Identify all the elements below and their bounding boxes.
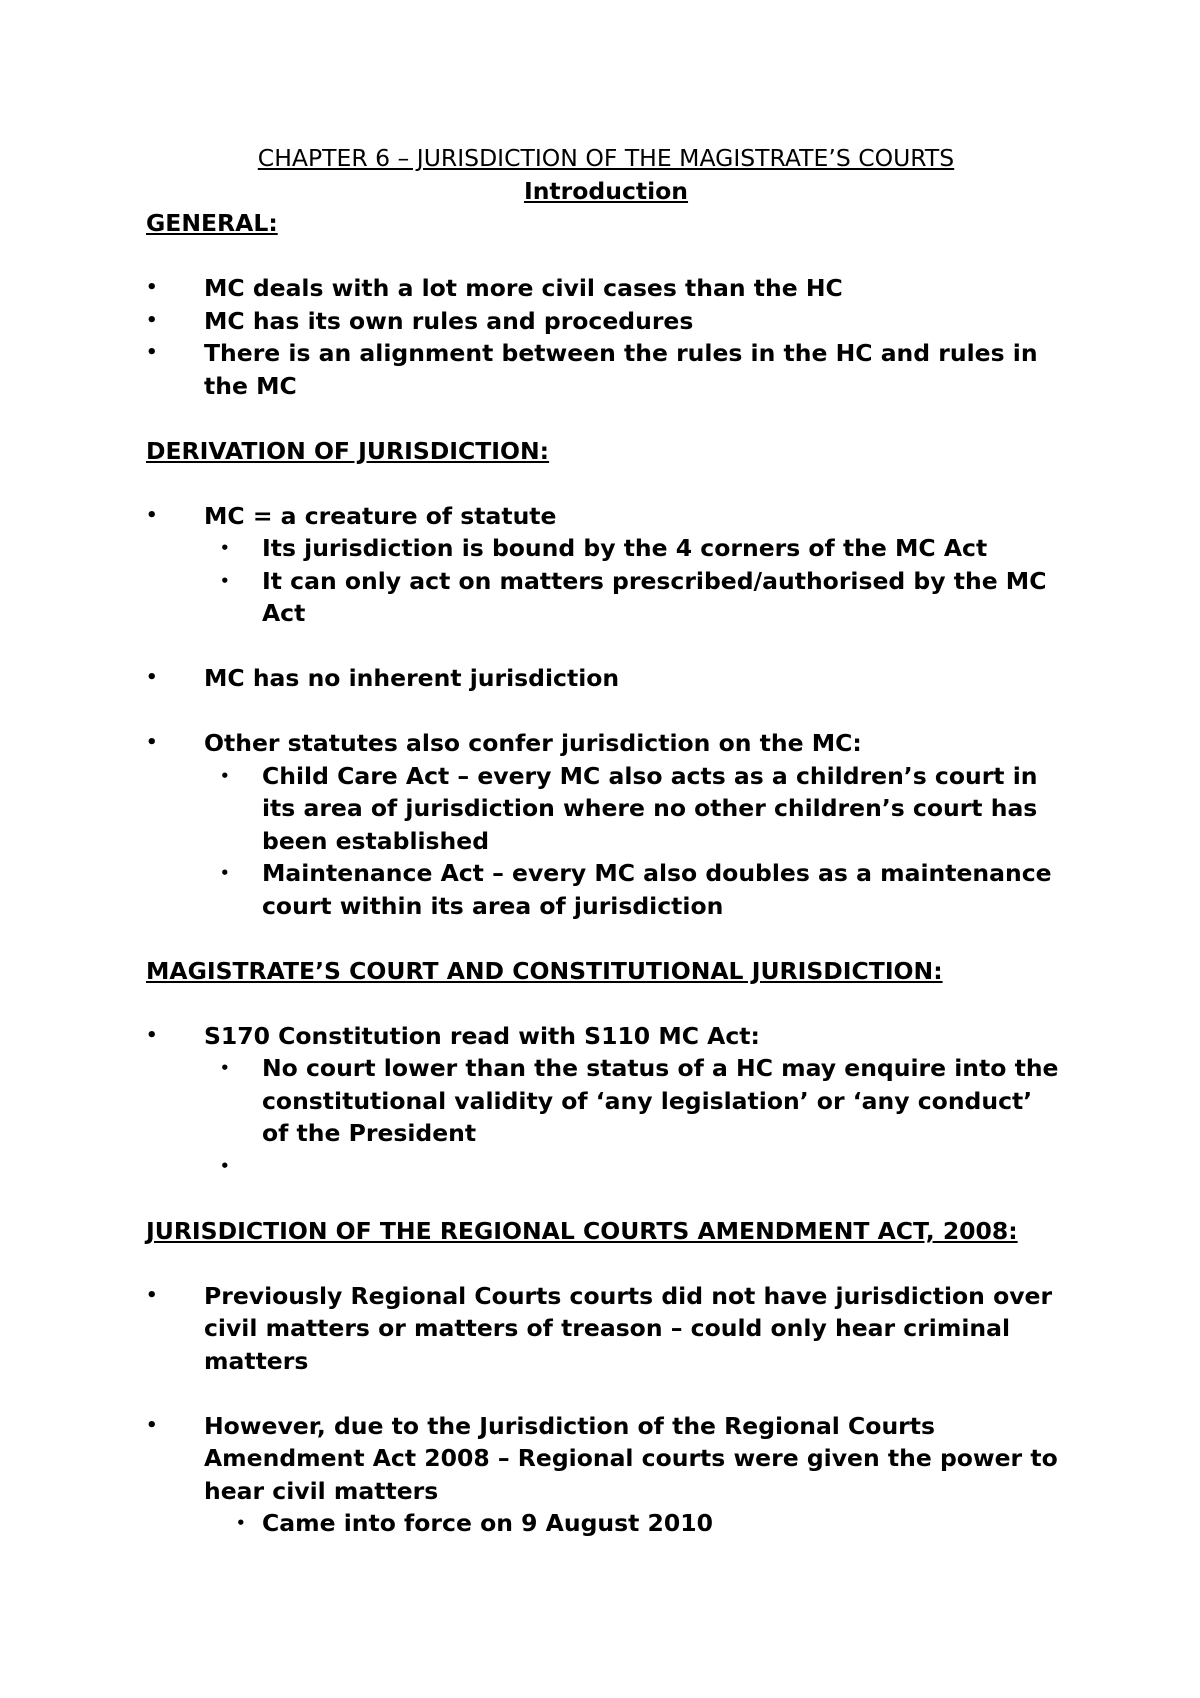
spacer <box>146 987 1066 1020</box>
list-item <box>146 500 1066 533</box>
bullet-icon: • <box>146 1414 158 1436</box>
spacer <box>146 1377 1066 1410</box>
list-item <box>146 662 1066 695</box>
bullet-icon: • <box>146 342 158 363</box>
bullet-icon: • <box>220 864 230 882</box>
list-item-text: MC has no inherent jurisdiction <box>204 664 620 692</box>
list-item-text: MC deals with a lot more civil cases than the HC <box>204 274 843 302</box>
spacer <box>146 630 1066 663</box>
spacer <box>146 922 1066 955</box>
bullet-icon: • <box>220 571 230 590</box>
bullet-icon: • <box>146 667 158 688</box>
bullet-icon: • <box>220 1156 230 1175</box>
list-item <box>146 727 1066 760</box>
spacer <box>146 467 1066 500</box>
sub-list-item <box>146 857 1066 922</box>
sub-list-item-text <box>262 1152 270 1180</box>
list-item <box>146 1410 1066 1508</box>
spacer <box>146 402 1066 435</box>
sub-list-item-empty <box>146 1150 1066 1183</box>
list-item-text: Previously Regional Courts courts did not have jurisdiction over civil matters or matters of treason – could only hear criminal matters <box>204 1281 1053 1375</box>
list-item-text: MC has its own rules and procedures <box>204 306 694 335</box>
list-item <box>146 337 1066 402</box>
derivation-heading: DERIVATION OF JURISDICTION: <box>146 436 550 465</box>
constitutional-heading: MAGISTRATE’S COURT AND CONSTITUTIONAL JURISDICTION: <box>146 956 943 985</box>
bullet-icon: • <box>146 1024 158 1046</box>
introduction-subtitle: Introduction <box>523 176 689 205</box>
sub-list-item <box>146 1507 1066 1540</box>
sub-list-item <box>146 760 1066 858</box>
spacer <box>146 240 1066 273</box>
sub-list-item-text: Child Care Act – every MC also acts as a children’s court in its area of jurisdiction where no other children’s court has been established <box>262 761 1038 855</box>
sub-list-item-text: Its jurisdiction is bound by the 4 corners of the MC Act <box>262 534 988 562</box>
bullet-icon: • <box>220 1059 230 1077</box>
bullet-icon: • <box>220 539 230 557</box>
spacer <box>146 1247 1066 1280</box>
list-item-text: There is an alignment between the rules in the HC and rules in the MC <box>204 339 1038 400</box>
list-item <box>146 1280 1066 1378</box>
list-item <box>146 1020 1066 1053</box>
sub-list-item-text: Came into force on 9 August 2010 <box>262 1509 713 1537</box>
list-item <box>146 305 1066 338</box>
bullet-icon: • <box>146 277 158 298</box>
list-item-text: Other statutes also confer jurisdiction on the MC: <box>204 729 862 757</box>
bullet-icon: • <box>146 504 158 526</box>
regional-heading: JURISDICTION OF THE REGIONAL COURTS AMENDMENT ACT, 2008: <box>146 1216 1018 1245</box>
bullet-icon: • <box>146 732 158 753</box>
sub-list-item-text: It can only act on matters prescribed/authorised by the MC Act <box>262 566 1047 627</box>
list-item-text: MC = a creature of statute <box>204 501 557 530</box>
chapter-title: CHAPTER 6 – JURISDICTION OF THE MAGISTRATE’S COURTS <box>257 144 955 172</box>
sub-list-item-text: Maintenance Act – every MC also doubles as a maintenance court within its area of jurisdiction <box>262 859 1052 920</box>
bullet-icon: • <box>236 1514 246 1532</box>
sub-list-item-text: No court lower than the status of a HC may enquire into the constitutional validity of ‘any legislation’ or ‘any conduct’ of the President <box>262 1054 1059 1147</box>
sub-list-item <box>146 532 1066 565</box>
bullet-icon: • <box>146 309 158 331</box>
bullet-icon: • <box>146 1284 158 1306</box>
spacer <box>146 695 1066 728</box>
sub-list-item <box>146 1052 1066 1150</box>
general-heading: GENERAL: <box>146 209 278 237</box>
sub-list-item <box>146 565 1066 630</box>
spacer <box>146 1182 1066 1215</box>
list-item-text: However, due to the Jurisdiction of the Regional Courts Amendment Act 2008 – Regional courts were given the power to hear civil matters <box>204 1411 1058 1505</box>
document-page <box>146 142 1066 1540</box>
list-item-text: S170 Constitution read with S110 MC Act: <box>204 1021 760 1050</box>
list-item <box>146 272 1066 305</box>
bullet-icon: • <box>220 766 230 785</box>
